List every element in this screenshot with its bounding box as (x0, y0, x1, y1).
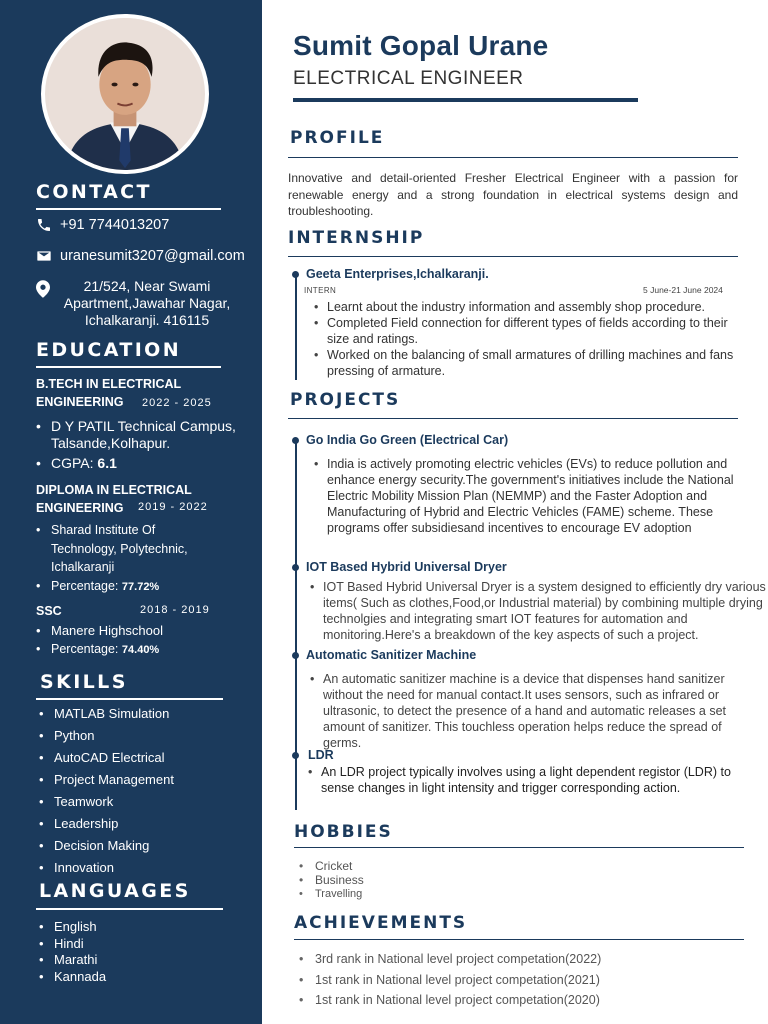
ssc-percentage-value: 74.40% (121, 644, 160, 656)
projects-heading: PROJECTS (290, 390, 401, 410)
achievement-item: • 1st rank in National level project competation(2020) (299, 990, 739, 1011)
education-divider (36, 366, 221, 368)
mail-icon (36, 248, 52, 264)
phone-number[interactable]: +91 7744013207 (60, 217, 170, 233)
email-address[interactable]: uranesumit3207@gmail.com (60, 248, 245, 264)
achievements-divider (294, 939, 744, 940)
internship-divider (288, 256, 738, 257)
internship-dot (292, 271, 299, 278)
btech-college: • D Y PATIL Technical Campus, Talsande,Kolhapur. (36, 418, 246, 452)
language-item: • English (39, 919, 239, 936)
project-description (308, 671, 744, 751)
internship-company: Geeta Enterprises,Ichalkaranji. (306, 267, 489, 281)
hobby-item: • Business (299, 873, 499, 887)
skill-item: • Leadership (39, 813, 239, 835)
diploma-college: • Sharad Institute Of Technology, Polytechnic, Ichalkaranji (36, 521, 196, 577)
skill-item: • Innovation (39, 857, 239, 879)
project-point: • India is actively promoting electric vehicles (EVs) to reduce pollution and enhance energy security.The government's initiatives include the National Electric Mobility Mission Plan (NEMMP) and the Faster Adoption and Manufacturing of Hybrid and Electric Vehicles (FAME) scheme. These programs offer subsidiesand incentives to encourage EV adoption (312, 456, 744, 536)
profile-divider (288, 157, 738, 158)
project-point: • An LDR project typically involves using a light dependent registor (LDR) to sense changes in light intensity and trigger corresponding action. (306, 764, 746, 796)
diploma-degree-line2: ENGINEERING (36, 501, 124, 515)
internship-heading: INTERNSHIP (288, 228, 425, 248)
contact-divider (36, 208, 221, 210)
hobbies-heading: HOBBIES (294, 822, 393, 842)
project-dot (292, 437, 299, 444)
project-title: LDR (308, 748, 334, 762)
job-title: ELECTRICAL ENGINEER (293, 68, 524, 89)
project-dot (292, 652, 299, 659)
project-title: IOT Based Hybrid Universal Dryer (306, 560, 507, 574)
btech-years: 2022 - 2025 (142, 397, 212, 409)
internship-timeline (295, 274, 297, 380)
hobby-item: • Cricket (299, 859, 499, 873)
projects-divider (288, 418, 738, 419)
skills-divider (36, 698, 223, 700)
contact-phone-row (36, 217, 169, 233)
project-title: Go India Go Green (Electrical Car) (306, 433, 509, 447)
internship-point: • Learnt about the industry information and assembly shop procedure. (312, 299, 744, 315)
internship-points (312, 299, 744, 379)
skill-item: • Teamwork (39, 791, 239, 813)
profile-heading: PROFILE (290, 128, 385, 148)
diploma-percentage-value: 77.72% (121, 580, 160, 593)
diploma-degree-line1: DIPLOMA IN ELECTRICAL (36, 483, 192, 497)
candidate-name: Sumit Gopal Urane (293, 30, 549, 61)
ssc-degree: SSC (36, 604, 62, 618)
postal-address: 21/524, Near Swami Apartment,Jawahar Nagar, Ichalkaranji. 416115 (63, 278, 231, 328)
skill-item: • MATLAB Simulation (39, 703, 239, 725)
project-description (308, 579, 766, 643)
skills-list (39, 703, 239, 879)
hobbies-list (299, 859, 499, 901)
location-pin-icon (36, 280, 50, 298)
languages-heading: LANGUAGES (39, 880, 191, 902)
project-description (312, 456, 744, 536)
achievements-list (299, 949, 739, 1011)
sidebar (0, 0, 262, 1024)
project-dot (292, 564, 299, 571)
skills-heading: SKILLS (40, 671, 128, 693)
btech-cgpa (36, 455, 246, 472)
contact-heading: CONTACT (36, 181, 152, 203)
skill-item: • AutoCAD Electrical (39, 747, 239, 769)
phone-icon (36, 217, 52, 233)
project-description (306, 764, 746, 796)
languages-list (39, 919, 239, 985)
btech-degree-line2: ENGINEERING (36, 395, 124, 409)
achievement-item: • 3rd rank in National level project competation(2022) (299, 949, 739, 970)
diploma-percentage-label: Percentage: (51, 578, 119, 593)
project-point: • An automatic sanitizer machine is a device that dispenses hand sanitizer without the need for manual contact.It uses sensors, such as infrared or ultrasonic, to detect the presence of a hand and automatic releases a set amount of sanitizer. This touchless operation helps reduce the spread of germs. (308, 671, 744, 751)
project-dot (292, 752, 299, 759)
btech-degree-line1: B.TECH IN ELECTRICAL (36, 377, 182, 391)
ssc-percentage (36, 640, 236, 659)
ssc-percentage-label: Percentage: (51, 642, 119, 656)
profile-photo-illustration (45, 18, 205, 170)
ssc-years: 2018 - 2019 (140, 604, 210, 616)
contact-email-row (36, 248, 245, 264)
hobby-item: • Travelling (299, 887, 499, 901)
skill-item: • Decision Making (39, 835, 239, 857)
ssc-details (36, 622, 236, 659)
internship-role: INTERN (304, 286, 337, 295)
diploma-details (36, 521, 196, 596)
skill-item: • Python (39, 725, 239, 747)
btech-details (36, 418, 246, 472)
internship-dates: 5 June-21 June 2024 (643, 285, 723, 295)
language-item: • Hindi (39, 936, 239, 953)
internship-point: • Completed Field connection for different types of fields according to their size and ratings. (312, 315, 744, 347)
project-point: • IOT Based Hybrid Universal Dryer is a system designed to efficiently dry various items( Such as clothes,Food,or Industrial material) by combining multiple drying technolgies and integrating smart IOT features for automation and monitoring.Here's a breakdown of the key aspects of such a project. (308, 579, 766, 643)
diploma-percentage (36, 577, 196, 597)
achievement-item: • 1st rank in National level project competation(2021) (299, 970, 739, 991)
internship-point: • Worked on the balancing of small armatures of drilling machines and fans pressing of armature. (312, 347, 744, 379)
achievements-heading: ACHIEVEMENTS (294, 913, 468, 933)
diploma-years: 2019 - 2022 (138, 501, 208, 513)
hobbies-divider (294, 847, 744, 848)
profile-summary: Innovative and detail-oriented Fresher Electrical Engineer with a passion for renewable energy and a strong foundation in electrical systems design and troubleshooting. (288, 171, 738, 218)
cgpa-value: 6.1 (97, 455, 117, 471)
education-heading: EDUCATION (36, 339, 182, 361)
ssc-school: • Manere Highschool (36, 622, 236, 640)
cgpa-label: CGPA: (51, 455, 94, 471)
project-title: Automatic Sanitizer Machine (306, 648, 477, 662)
language-item: • Marathi (39, 952, 239, 969)
skill-item: • Project Management (39, 769, 239, 791)
languages-divider (36, 908, 223, 910)
profile-photo (41, 14, 209, 174)
title-underline (293, 98, 638, 102)
language-item: • Kannada (39, 969, 239, 986)
